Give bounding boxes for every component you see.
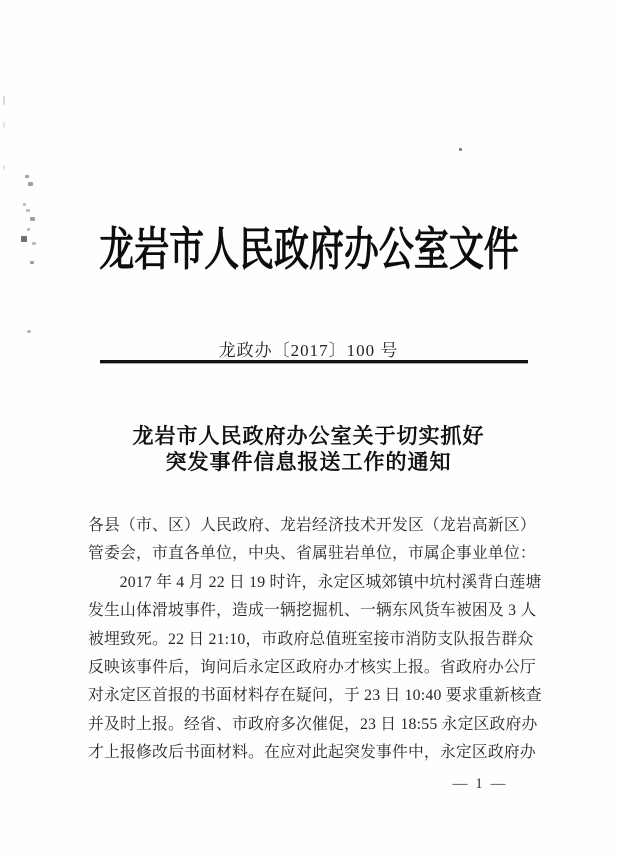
- scan-speckle: [25, 175, 29, 178]
- body-line: 管委会，市直各单位，中央、省属驻岩单位，市属企事业单位：: [88, 545, 536, 563]
- body-line: 对永定区首报的书面材料存在疑问，于 23 日 10:40 要求重新核查: [88, 687, 542, 705]
- scan-speckle: [26, 209, 30, 212]
- scan-speckle: [27, 228, 30, 231]
- page-number: — 1 —: [452, 776, 508, 792]
- body-line: 被埋致死。22 日 21:10，市政府总值班室接市消防支队报告群众: [88, 630, 534, 648]
- scan-speckle: [30, 261, 34, 264]
- letterhead-rule: [100, 360, 528, 364]
- scan-speckle: [27, 330, 31, 333]
- scan-speckle: [3, 96, 5, 105]
- body-line: 发生山体滑坡事件，造成一辆挖掘机、一辆东风货车被困及 3 人: [88, 602, 537, 620]
- notice-title: [0, 423, 617, 475]
- body-line: 才上报修改后书面材料。在应对此起突发事件中，永定区政府办: [88, 744, 536, 762]
- notice-title-line2: 突发事件信息报送工作的通知: [165, 450, 452, 474]
- scan-speckle: [3, 122, 5, 128]
- body-text: [88, 512, 542, 768]
- letterhead-banner: [0, 213, 617, 279]
- body-line: 并及时上报。经省、市政府多次催促，23 日 18:55 永定区政府办: [88, 715, 538, 733]
- notice-title-line1: 龙岩市人民政府办公室关于切实抓好: [132, 424, 485, 448]
- scan-speckle: [32, 242, 36, 245]
- body-line: 反映该事件后，询问后永定区政府办才核实上报。省政府办公厅: [88, 659, 536, 677]
- scan-speckle: [459, 148, 462, 151]
- scan-speckle: [3, 165, 5, 170]
- document-number: 龙政办〔2017〕100 号: [218, 341, 399, 360]
- scan-speckle: [28, 182, 33, 186]
- body-line: 2017 年 4 月 22 日 19 时许，永定区城郊镇中坑村溪背白莲塘: [119, 573, 542, 591]
- scan-speckle: [21, 236, 27, 242]
- scan-speckle: [30, 217, 35, 221]
- letterhead-title: 龙岩市人民政府办公室文件: [98, 224, 519, 275]
- body-line: 各县（市、区）人民政府、龙岩经济技术开发区（龙岩高新区）: [88, 517, 536, 534]
- scan-speckle: [23, 203, 26, 206]
